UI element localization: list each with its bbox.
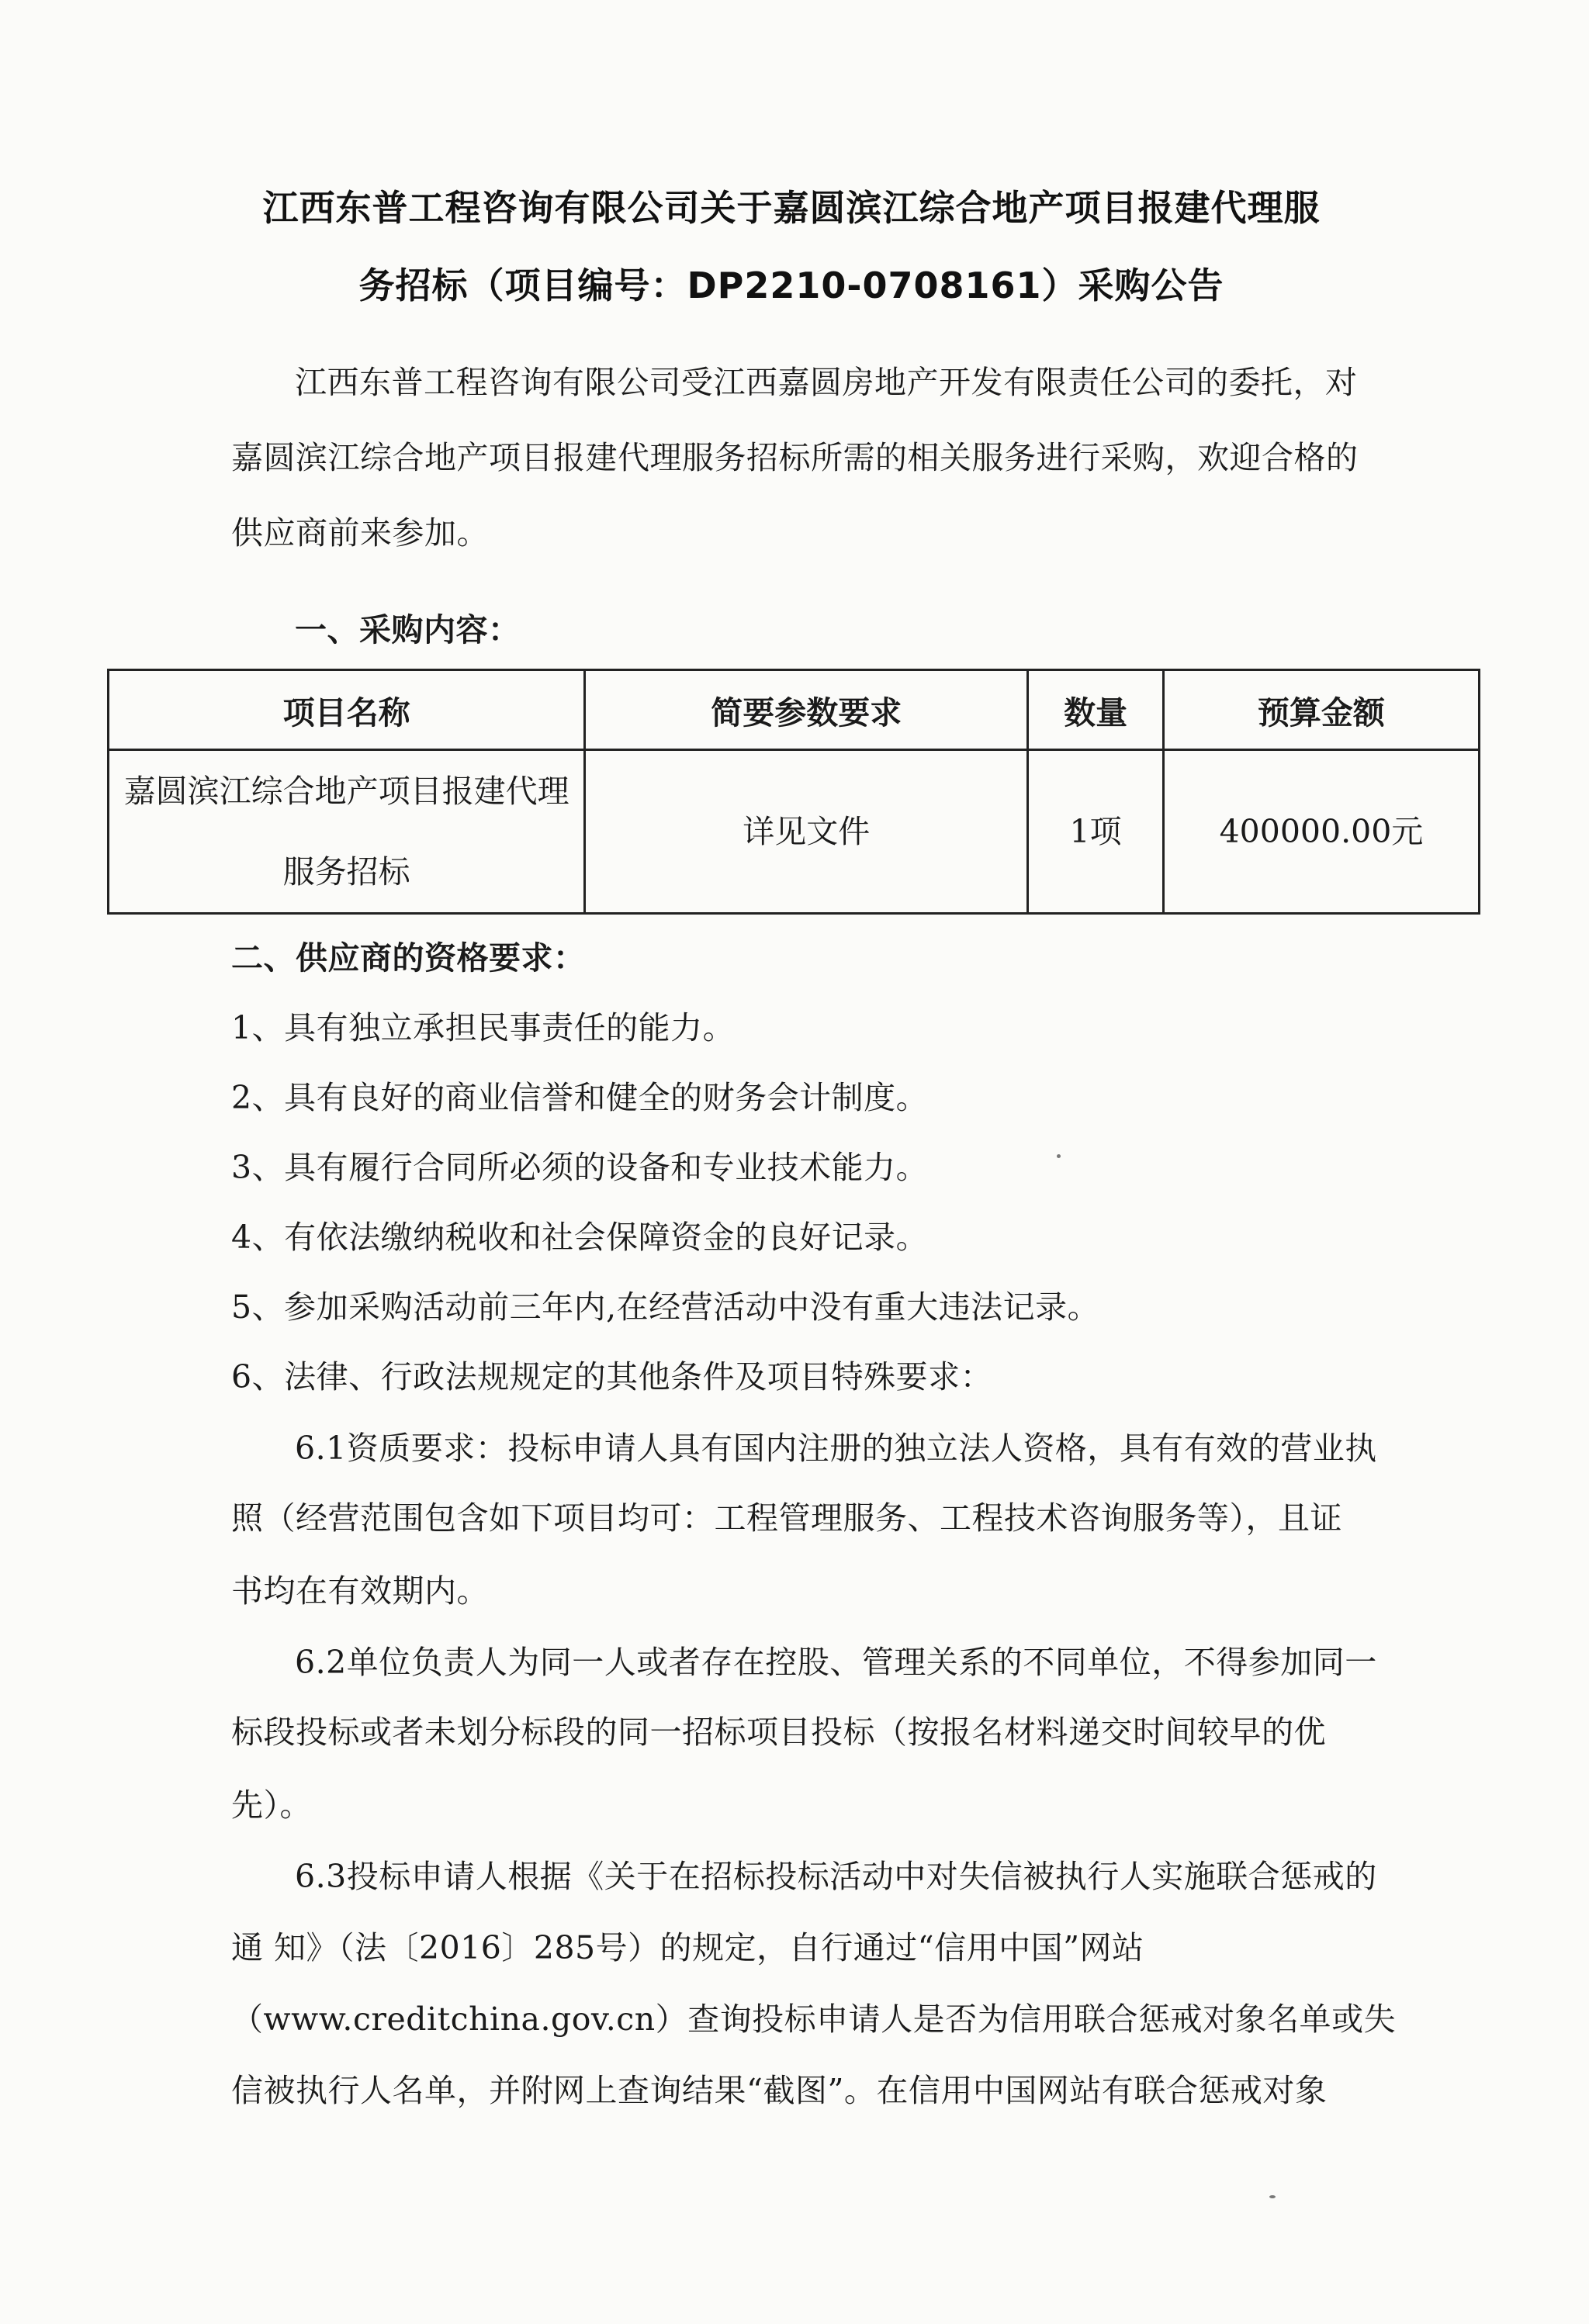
header-project-name: 项目名称	[109, 670, 585, 750]
section-2-heading: 二、供应商的资格要求：	[231, 939, 586, 977]
procurement-table	[107, 669, 1480, 915]
header-budget: 预算金额	[1163, 670, 1479, 750]
req-6-3-line-3: （www.creditchina.gov.cn）查询投标申请人是否为信用联合惩戒对象名单或失	[231, 2001, 1397, 2038]
req-6-3-line-1: 6.3投标申请人根据《关于在招标投标活动中对失信被执行人实施联合惩戒的	[295, 1858, 1377, 1895]
cell-project-name	[109, 750, 585, 914]
requirement-item-2: 2、具有良好的商业信誉和健全的财务会计制度。	[231, 1079, 929, 1116]
cell-project-name-line-2: 服务招标	[282, 853, 410, 891]
cell-quantity: 1项	[1028, 750, 1164, 914]
req-6-2-line-1: 6.2单位负责人为同一人或者存在控股、管理关系的不同单位，不得参加同一	[295, 1644, 1377, 1681]
cell-budget: 400000.00元	[1163, 750, 1479, 914]
scan-speck	[1269, 2195, 1276, 2198]
requirement-item-4: 4、有依法缴纳税收和社会保障资金的良好记录。	[231, 1219, 929, 1256]
table-row	[109, 750, 1480, 914]
intro-line-3: 供应商前来参加。	[231, 514, 489, 552]
requirement-item-6: 6、法律、行政法规规定的其他条件及项目特殊要求：	[231, 1358, 993, 1395]
req-6-3-line-2: 通 知》（法〔2016〕285号）的规定，自行通过“信用中国”网站	[231, 1929, 1144, 1966]
requirement-item-1: 1、具有独立承担民事责任的能力。	[231, 1009, 736, 1046]
header-params: 简要参数要求	[585, 670, 1028, 750]
intro-line-1: 江西东普工程咨询有限公司受江西嘉圆房地产开发有限责任公司的委托，对	[295, 364, 1358, 401]
document-title-line-1: 江西东普工程咨询有限公司关于嘉圆滨江综合地产项目报建代理服	[262, 187, 1321, 229]
cell-project-name-line-1: 嘉圆滨江综合地产项目报建代理	[123, 773, 569, 810]
scan-speck	[1057, 1154, 1061, 1158]
req-6-1-line-1: 6.1资质要求：投标申请人具有国内注册的独立法人资格，具有有效的营业执	[295, 1430, 1377, 1467]
req-6-2-line-2: 标段投标或者未划分标段的同一招标项目投标（按报名材料递交时间较早的优	[231, 1714, 1326, 1751]
requirement-item-5: 5、参加采购活动前三年内,在经营活动中没有重大违法记录。	[231, 1288, 1100, 1326]
req-6-2-line-3: 先）。	[231, 1786, 312, 1824]
table-header-row	[109, 670, 1480, 750]
req-6-1-line-3: 书均在有效期内。	[231, 1572, 489, 1610]
document-title-line-2: 务招标（项目编号：DP2210-0708161）采购公告	[358, 265, 1224, 306]
header-quantity: 数量	[1028, 670, 1164, 750]
req-6-1-line-2: 照（经营范围包含如下项目均可：工程管理服务、工程技术咨询服务等），且证	[231, 1499, 1342, 1537]
intro-line-2: 嘉圆滨江综合地产项目报建代理服务招标所需的相关服务进行采购，欢迎合格的	[231, 439, 1359, 476]
section-1-heading: 一、采购内容：	[295, 611, 521, 648]
cell-params: 详见文件	[585, 750, 1028, 914]
requirement-item-3: 3、具有履行合同所必须的设备和专业技术能力。	[231, 1149, 929, 1186]
req-6-3-line-4: 信被执行人名单，并附网上查询结果“截图”。在信用中国网站有联合惩戒对象	[231, 2072, 1328, 2109]
